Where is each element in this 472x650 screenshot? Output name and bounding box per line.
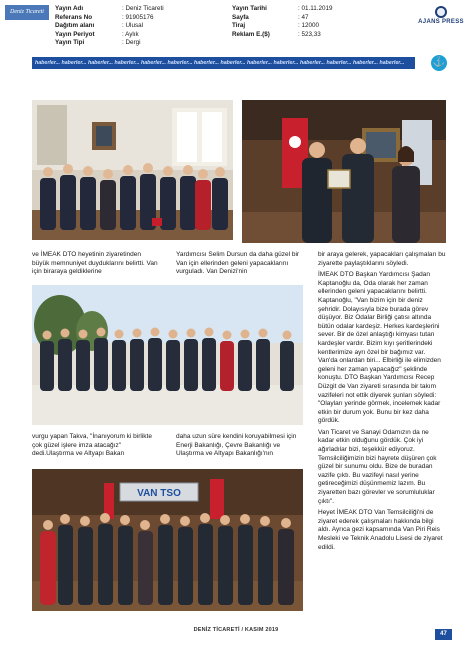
- anchor-icon: ⚓: [431, 55, 447, 71]
- article-col2-top: [176, 251, 306, 277]
- article-paragraph: İMEAK DTO Başkan Yardımcısı Şadan Kaptanoğlu da, Oda olarak her zaman ellerinden geleni yapacaklarını belirtti. Kaptanoğlu, "Van bizim için bir deniz şehridir. Dolayısıyla bize burada görev düşüyor. Biz Odalar Birliği çatısı altında bütün odalar kardeşiz. Herkes kardeşlerini sever. Bir de özel anlaştığı kimyası tutan kardeşler vardır. Bizim kıyı şeritlerindeki kentlerimize ayrı özel bir bağımız var. Van'da onlardan biri... Elbirliği ile elimizden geleni her zaman yapacağız" şeklinde konuştu. DTO Başkan Yardımcısı Recep Düzgit de Van ziyareti sırasında bir takım vazifeleri not ettik diyerek şunları söyledi: "Olayları yerinde görmek, incelemek kadar etkin bir durum yok. Bunu bir kez daha gördük.: [318, 271, 441, 425]
- meta-label: Yayın Tarihi: [232, 5, 267, 12]
- article-col3: [318, 251, 446, 552]
- van-tso-sign: VAN TSO: [137, 488, 181, 499]
- ajans-press-logo: [417, 6, 465, 25]
- meta-value: : 91905176: [122, 13, 154, 21]
- photo-group-outdoor: [32, 285, 303, 425]
- publication-meta-right: [232, 5, 333, 39]
- photo-group-office-image: [32, 100, 233, 240]
- meta-label: Referans No: [55, 13, 93, 21]
- meta-label: Yayın Periyot: [55, 30, 95, 38]
- photo-plaque-presentation: [242, 100, 446, 243]
- meta-label: Tiraj: [232, 22, 246, 30]
- article-paragraph: Van Ticaret ve Sanayi Odamızın da ne kadar etkin olduğunu gördük. Çok iyi ağırladılar bizi, teşekkür ediyoruz. Temsilciliğimizin bizi hayrete düşüren çok güzel bir sunumu oldu. Bize de buradan vazife çıktı. Bu vazifeyi nasıl yerine getireceğimizi düşünmemiz lazım. Bu ziyaretten bazı görevler ve sorumluluklar çıktı".: [318, 428, 437, 505]
- meta-value: : Aylık: [122, 30, 139, 38]
- article-paragraph: bir araya gelerek, yapacakları çalışmaları bu ziyarette paylaştıklarını söyledi.: [318, 251, 446, 267]
- page-number: 47: [435, 629, 452, 640]
- meta-label: Yayın Tipi: [55, 39, 85, 47]
- article-paragraph: vurgu yapan Takva, "İnanıyorum ki birlikte çok güzel işlere imza atacağız" dedi.Ulaştırma ve Altyapı Bakan: [32, 433, 152, 458]
- article-paragraph: Heyet İMEAK DTO Van Temsilciliği'ni de ziyaret ederek çalışmaları hakkında bilgi aldı. Ayrıca gezi kapsamında Van Piri Reis Mesleki ve Teknik Anadolu Lisesi de ziyaret edildi.: [318, 509, 443, 551]
- publication-meta-left: [55, 5, 164, 48]
- article-paragraph: daha uzun süre kendini koruyabilmesi için Enerji Bakanlığı, Çevre Bakanlığı ve Ulaştırma ve Altyapı Bakanlığı'nın: [176, 433, 297, 458]
- meta-row: [55, 14, 164, 23]
- meta-value: : Ulusal: [122, 22, 143, 30]
- meta-value: : Dergi: [122, 39, 141, 47]
- ajans-globe-icon: [435, 6, 447, 18]
- meta-value: : 523,33: [298, 30, 321, 38]
- page-footer: DENİZ TİCARETİ / KASIM 2019: [193, 627, 279, 633]
- meta-row: [55, 22, 164, 31]
- photo-outdoor-image: [32, 285, 303, 425]
- meta-row: [55, 5, 164, 14]
- ajans-press-label: AJANS PRESS: [418, 19, 464, 25]
- meta-label: Yayın Adı: [55, 5, 84, 12]
- news-banner: haberler... haberler... haberler... haberler... haberler... haberler... haberler... haberler... haberler... haberler... haberler... haberler... haberler... haberler...: [32, 57, 415, 69]
- photo-plaque-image: [242, 100, 446, 243]
- publication-logo: Deniz Ticareti: [5, 5, 49, 20]
- photo-van-tso-group: [32, 469, 303, 611]
- article-paragraph: Yardımcısı Selim Dursun da daha güzel bir Van için ellerinden geleni yapacaklarını vurguladı. Van Denizi'nin: [176, 251, 300, 276]
- photo-van-tso-image: [32, 469, 303, 611]
- article-paragraph: ve İMEAK DTO heyetinin ziyaretinden büyük memnuniyet duyduklarını belirtti. Van için biraraya geldiklerine: [32, 251, 158, 276]
- meta-label: Reklam E.($): [232, 30, 270, 38]
- photo-group-office: [32, 100, 233, 240]
- meta-row: [232, 22, 333, 31]
- meta-value: : Deniz Ticareti: [122, 5, 164, 12]
- meta-row: [55, 31, 164, 40]
- article-col1-mid: [32, 433, 160, 459]
- meta-label: Sayfa: [232, 13, 249, 21]
- meta-value: : 12000: [298, 22, 320, 30]
- article-col2-mid: [176, 433, 306, 459]
- meta-value: : 47: [298, 13, 309, 21]
- meta-label: Dağıtım alanı: [55, 22, 95, 30]
- meta-row: [55, 39, 164, 48]
- meta-row: [232, 31, 333, 40]
- meta-row: [232, 14, 333, 23]
- meta-value: : 01.11.2019: [298, 5, 333, 12]
- article-col1-top: [32, 251, 160, 277]
- meta-row: [232, 5, 333, 14]
